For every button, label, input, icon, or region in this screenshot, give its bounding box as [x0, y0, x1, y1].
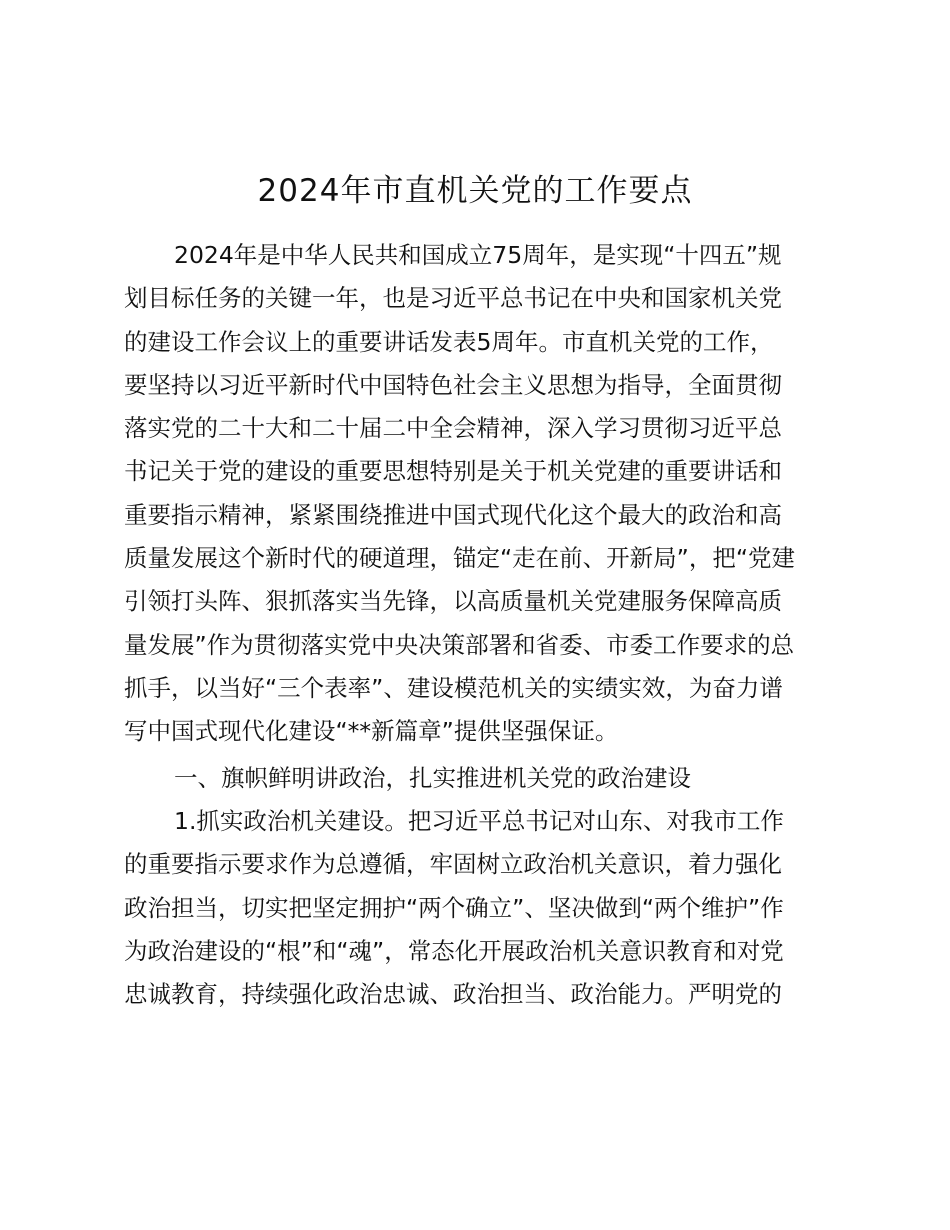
intro-line: 书记关于党的建设的重要思想特别是关于机关党建的重要讲话和: [124, 457, 782, 486]
intro-line: 落实党的二十大和二十届二中全会精神，深入学习贯彻习近平总: [124, 414, 782, 443]
intro-line: 抓手，以当好“三个表率”、建设模范机关的实绩实效，为奋力谱: [124, 673, 783, 702]
intro-line: 质量发展这个新时代的硬道理，锚定“走在前、开新局”，把“党建: [124, 544, 796, 573]
intro-line: 的建设工作会议上的重要讲话发表5周年。市直机关党的工作，: [124, 327, 774, 356]
intro-line: 重要指示精神，紧紧围绕推进中国式现代化这个最大的政治和高: [124, 500, 782, 529]
item-line: 的重要指示要求作为总遵循，牢固树立政治机关意识，着力强化: [124, 850, 782, 879]
item-line: 为政治建设的“根”和“魂”，常态化开展政治机关意识教育和对党: [124, 936, 784, 965]
intro-line: 划目标任务的关键一年，也是习近平总书记在中央和国家机关党: [124, 284, 782, 313]
intro-paragraph: [124, 234, 840, 754]
intro-line: 引领打头阵、狠抓落实当先锋，以高质量机关党建服务保障高质: [124, 587, 782, 616]
document-title: 2024年市直机关党的工作要点: [257, 173, 693, 209]
item-1-paragraph: [124, 800, 840, 1016]
intro-line: 要坚持以习近平新时代中国特色社会主义思想为指导，全面贯彻: [124, 370, 782, 399]
item-line: 政治担当，切实把坚定拥护“两个确立”、坚决做到“两个维护”作: [124, 893, 784, 922]
intro-line: 量发展”作为贯彻落实党中央决策部署和省委、市委工作要求的总: [124, 630, 795, 659]
item-line: 忠诚教育，持续强化政治忠诚、政治担当、政治能力。严明党的: [124, 980, 782, 1009]
intro-line: 写中国式现代化建设“**新篇章”提供坚强保证。: [124, 717, 619, 746]
section-heading-block: [124, 757, 840, 800]
section-heading: 一、旗帜鲜明讲政治，扎实推进机关党的政治建设: [174, 764, 691, 792]
item-line: 1.抓实政治机关建设。把习近平总书记对山东、对我市工作: [174, 807, 784, 835]
intro-line: 2024年是中华人民共和国成立75周年，是实现“十四五”规: [174, 241, 782, 269]
